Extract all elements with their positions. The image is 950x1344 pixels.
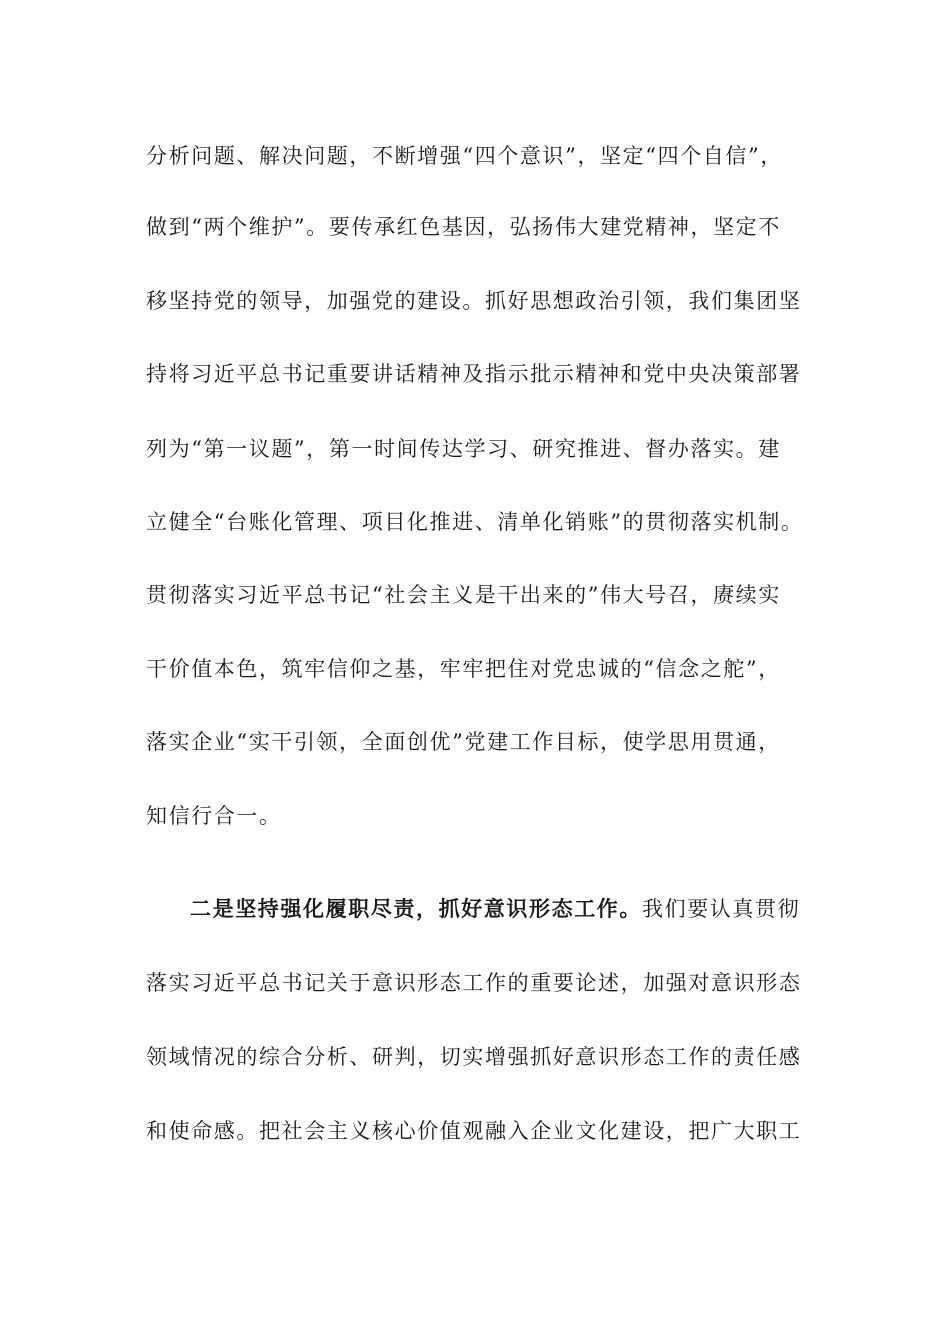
paragraph-line: 做到“两个维护”。要传承红色基因，弘扬伟大建党精神，坚定不 — [146, 215, 781, 239]
section-heading: 二是坚持强化履职尽责，抓好意识形态工作。 — [190, 896, 642, 921]
paragraph-line: 落实习近平总书记关于意识形态工作的重要论述，加强对意识形态 — [146, 971, 802, 995]
paragraph-line: 立健全“台账化管理、项目化推进、清单化销账”的贯彻落实机制。 — [146, 510, 804, 534]
paragraph-line: 贯彻落实习近平总书记“社会主义是干出来的”伟大号召，赓续实 — [146, 583, 781, 607]
paragraph-line: 列为“第一议题”，第一时间传达学习、研究推进、督办落实。建 — [146, 437, 781, 461]
paragraph-text: 我们要认真贯彻 — [642, 897, 801, 921]
paragraph-first-line — [190, 894, 860, 924]
paragraph-line: 和使命感。把社会主义核心价值观融入企业文化建设，把广大职工 — [146, 1119, 802, 1143]
paragraph-line: 知信行合一。 — [146, 804, 282, 828]
paragraph-line: 干价值本色，筑牢信仰之基，牢牢把住对党忠诚的“信念之舵”， — [146, 657, 781, 681]
paragraph-line: 领域情况的综合分析、研判，切实增强抓好意识形态工作的责任感 — [146, 1045, 802, 1069]
paragraph-line: 持将习近平总书记重要讲话精神及指示批示精神和党中央决策部署 — [146, 362, 802, 386]
paragraph-line: 落实企业“实干引领，全面创优”党建工作目标，使学思用贯通， — [146, 730, 781, 754]
paragraph-line: 分析问题、解决问题，不断增强“四个意识”，坚定“四个自信”， — [146, 144, 783, 168]
paragraph-line: 移坚持党的领导，加强党的建设。抓好思想政治引领，我们集团坚 — [146, 289, 802, 313]
